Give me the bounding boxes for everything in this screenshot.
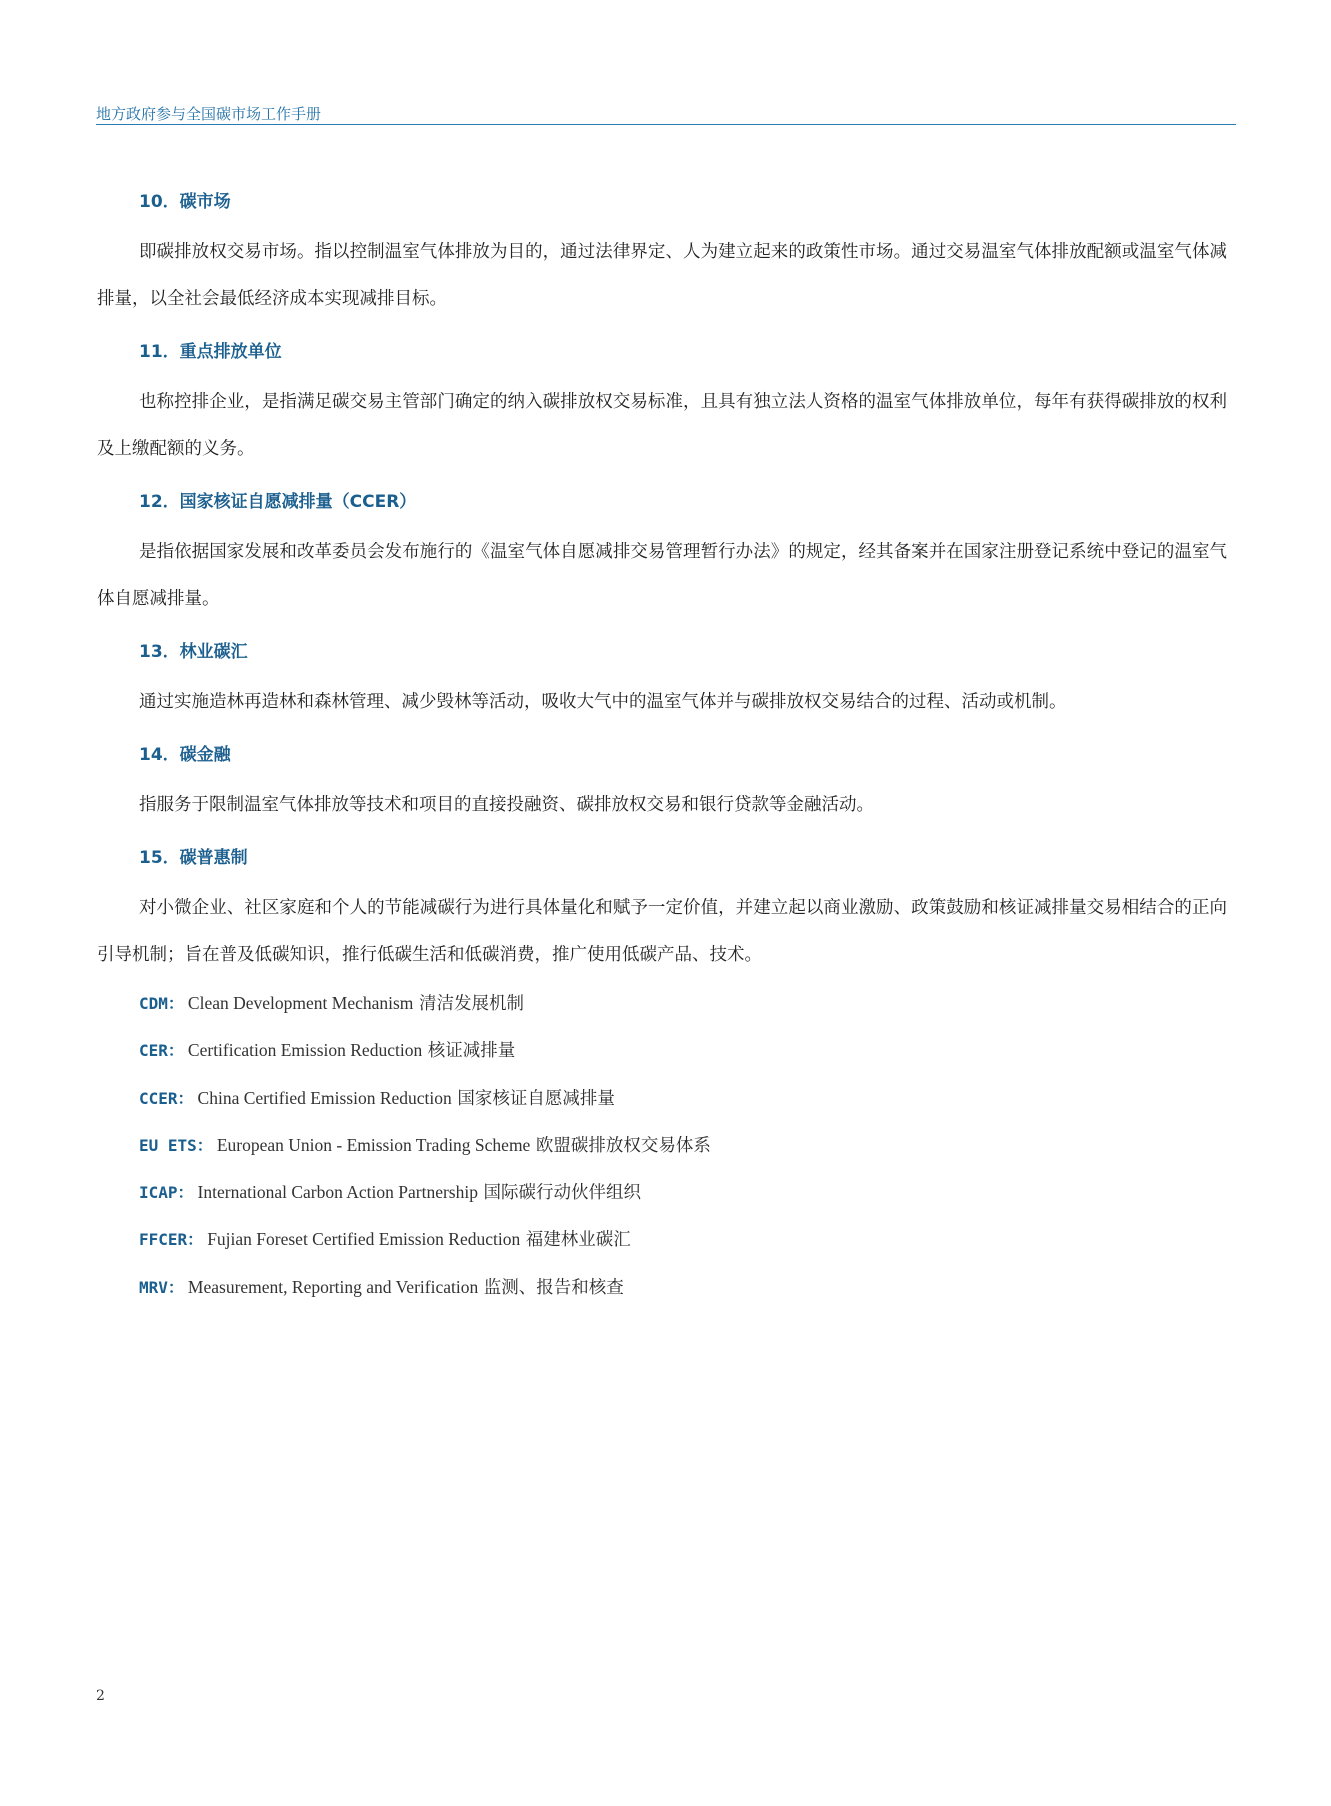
abbreviation-chinese: 监测、报告和核查 [483, 1277, 624, 1298]
term-title: 14．碳金融 [139, 745, 231, 765]
abbreviation-english: Certification Emission Reduction [187, 1040, 423, 1061]
abbreviation-english: Measurement, Reporting and Verification [187, 1276, 479, 1297]
abbreviation-code: EU ETS [139, 1135, 197, 1155]
abbreviation-chinese: 欧盟碳排放权交易体系 [535, 1135, 711, 1156]
term-definition: 指服务于限制温室气体排放等技术和项目的直接投融资、碳排放权交易和银行贷款等金融活动。 [139, 795, 874, 815]
abbreviation-separator: ： [196, 1135, 213, 1155]
abbreviation-chinese: 福建林业碳汇 [525, 1230, 631, 1251]
term-title: 13．林业碳汇 [139, 642, 248, 662]
abbreviation-code: CER [139, 1041, 168, 1061]
abbreviation-item [139, 1169, 1139, 1216]
term-definition: 是指依据国家发展和改革委员会发布施行的《温室气体自愿减排交易管理暂行办法》的规定，经其备案并在国家注册登记系统中登记的温室气体自愿减排量。 [97, 542, 1227, 609]
abbreviation-code: CCER [139, 1088, 178, 1108]
abbreviation-code: FFCER [139, 1230, 188, 1250]
term-ccer [97, 484, 1227, 623]
term-title: 12．国家核证自愿减排量（CCER） [139, 492, 417, 512]
abbreviation-item [139, 1122, 1139, 1169]
term-carbon-finance [97, 737, 1227, 829]
abbreviation-separator: ： [167, 1277, 184, 1297]
term-title: 11．重点排放单位 [139, 342, 282, 362]
term-title: 15．碳普惠制 [139, 848, 248, 868]
abbreviation-code: MRV [139, 1277, 168, 1297]
abbreviation-item [139, 1216, 1139, 1263]
abbreviation-separator: ： [187, 1230, 204, 1250]
abbreviation-item [139, 980, 1139, 1027]
page-number: 2 [96, 1688, 105, 1704]
abbreviation-item [139, 1075, 1139, 1122]
abbreviation-english: Fujian Foreset Certified Emission Reduction [207, 1229, 521, 1250]
term-carbon-market [97, 184, 1227, 323]
term-forestry-carbon-sink [97, 634, 1227, 726]
abbreviation-english: Clean Development Mechanism [187, 993, 414, 1013]
abbreviation-item [139, 1027, 1139, 1074]
abbreviation-code: CDM [139, 994, 168, 1013]
abbreviation-separator: ： [167, 994, 184, 1013]
abbreviation-separator: ： [177, 1088, 194, 1108]
abbreviation-english: International Carbon Action Partnership [197, 1182, 478, 1203]
abbreviation-chinese: 国际碳行动伙伴组织 [483, 1183, 642, 1204]
term-definition: 对小微企业、社区家庭和个人的节能减碳行为进行具体量化和赋予一定价值，并建立起以商业激励、政策鼓励和核证减排量交易相结合的正向引导机制；旨在普及低碳知识，推行低碳生活和低碳消费，推广使用低碳产品、技术。 [97, 898, 1227, 965]
header-divider [96, 124, 1236, 125]
running-header: 地方政府参与全国碳市场工作手册 [96, 105, 322, 123]
term-definition: 也称控排企业，是指满足碳交易主管部门确定的纳入碳排放权交易标准，且具有独立法人资格的温室气体排放单位，每年有获得碳排放的权利及上缴配额的义务。 [97, 392, 1227, 459]
abbreviation-list [139, 980, 1139, 1311]
abbreviation-chinese: 清洁发展机制 [419, 994, 524, 1014]
abbreviation-separator: ： [167, 1041, 184, 1061]
term-carbon-inclusion [97, 840, 1227, 979]
term-definition: 即碳排放权交易市场。指以控制温室气体排放为目的，通过法律界定、人为建立起来的政策性市场。通过交易温室气体排放配额或温室气体减排量，以全社会最低经济成本实现减排目标。 [97, 242, 1227, 309]
term-definition: 通过实施造林再造林和森林管理、减少毁林等活动，吸收大气中的温室气体并与碳排放权交易结合的过程、活动或机制。 [139, 692, 1067, 712]
term-title: 10．碳市场 [139, 192, 231, 212]
abbreviation-code: ICAP [139, 1183, 178, 1203]
glossary-terms [97, 184, 1227, 990]
term-key-emission-unit [97, 334, 1227, 473]
abbreviation-separator: ： [177, 1183, 194, 1203]
abbreviation-chinese: 核证减排量 [427, 1041, 516, 1062]
abbreviation-english: China Certified Emission Reduction [197, 1087, 452, 1108]
abbreviation-chinese: 国家核证自愿减排量 [457, 1088, 615, 1109]
abbreviation-english: European Union - Emission Trading Scheme [216, 1134, 531, 1155]
abbreviation-item [139, 1264, 1139, 1311]
